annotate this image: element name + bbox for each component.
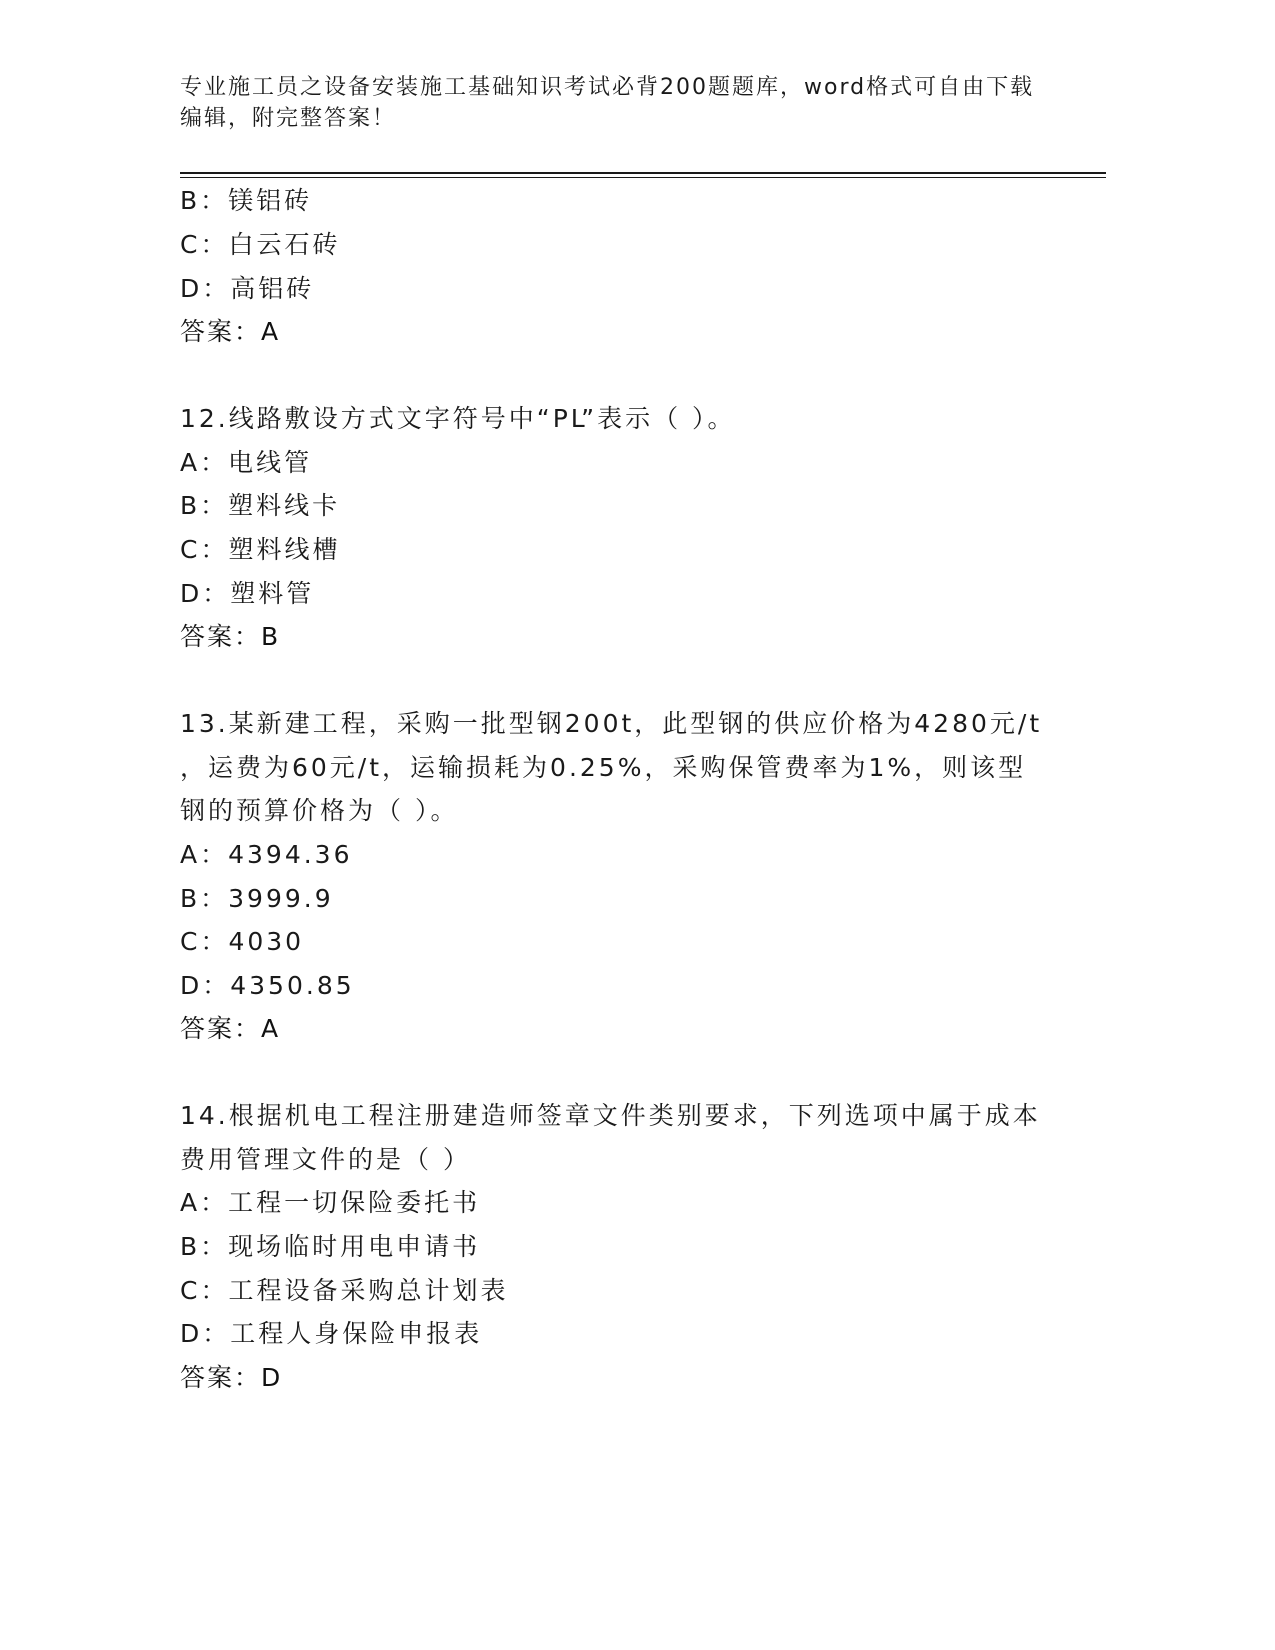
q14-stem-line1: 14.根据机电工程注册建造师签章文件类别要求，下列选项中属于成本 <box>180 1101 1041 1130</box>
q13-stem-line2: ，运费为60元/t，运输损耗为0.25%，采购保管费率为1%，则该型 <box>180 753 1027 782</box>
q13-answer-value: A <box>261 1014 280 1043</box>
q13-option-c: C：4030 <box>180 927 305 956</box>
header-divider-thin <box>180 177 1106 178</box>
q13-answer-label: 答案： <box>180 1014 262 1043</box>
q14-answer-label: 答案： <box>180 1363 262 1392</box>
header-title-line2: 编辑，附完整答案！ <box>180 106 397 131</box>
q13-option-a: A：4394.36 <box>180 840 353 869</box>
q11-answer-label: 答案： <box>180 317 262 346</box>
q11-option-b: B：镁铝砖 <box>180 186 313 215</box>
q11-option-d: D：高铝砖 <box>180 274 315 303</box>
document-header <box>180 72 1080 134</box>
q14-stem-line2: 费用管理文件的是（ ） <box>180 1145 471 1174</box>
q13-stem-line3: 钢的预算价格为（ ）。 <box>180 796 459 825</box>
q14-answer <box>180 1362 281 1394</box>
q12-option-d: D：塑料管 <box>180 579 315 608</box>
q14-option-c: C：工程设备采购总计划表 <box>180 1276 509 1305</box>
q12-option-c: C：塑料线槽 <box>180 535 341 564</box>
q14-option-b: B：现场临时用电申请书 <box>180 1232 481 1261</box>
q12-option-a: A：电线管 <box>180 448 313 477</box>
q11-option-c: C：白云石砖 <box>180 230 341 259</box>
q11-answer-value: A <box>261 317 280 346</box>
q12-answer-label: 答案： <box>180 622 262 651</box>
q12-answer-value: B <box>261 622 280 651</box>
q12-answer <box>180 621 279 653</box>
q13-answer <box>180 1013 279 1045</box>
header-title-line1: 专业施工员之设备安装施工基础知识考试必背200题题库，word格式可自由下载 <box>180 75 1035 100</box>
q12-option-b: B：塑料线卡 <box>180 491 341 520</box>
q11-answer <box>180 316 279 348</box>
q13-option-d: D：4350.85 <box>180 971 355 1000</box>
q13-stem-line1: 13.某新建工程，采购一批型钢200t，此型钢的供应价格为4280元/t <box>180 709 1043 738</box>
q13-option-b: B：3999.9 <box>180 884 334 913</box>
header-divider-thick <box>180 172 1106 174</box>
q14-answer-value: D <box>261 1363 282 1392</box>
q14-option-a: A：工程一切保险委托书 <box>180 1188 481 1217</box>
q12-stem: 12.线路敷设方式文字符号中“PL”表示（ ）。 <box>180 404 736 433</box>
q14-option-d: D：工程人身保险申报表 <box>180 1319 483 1348</box>
